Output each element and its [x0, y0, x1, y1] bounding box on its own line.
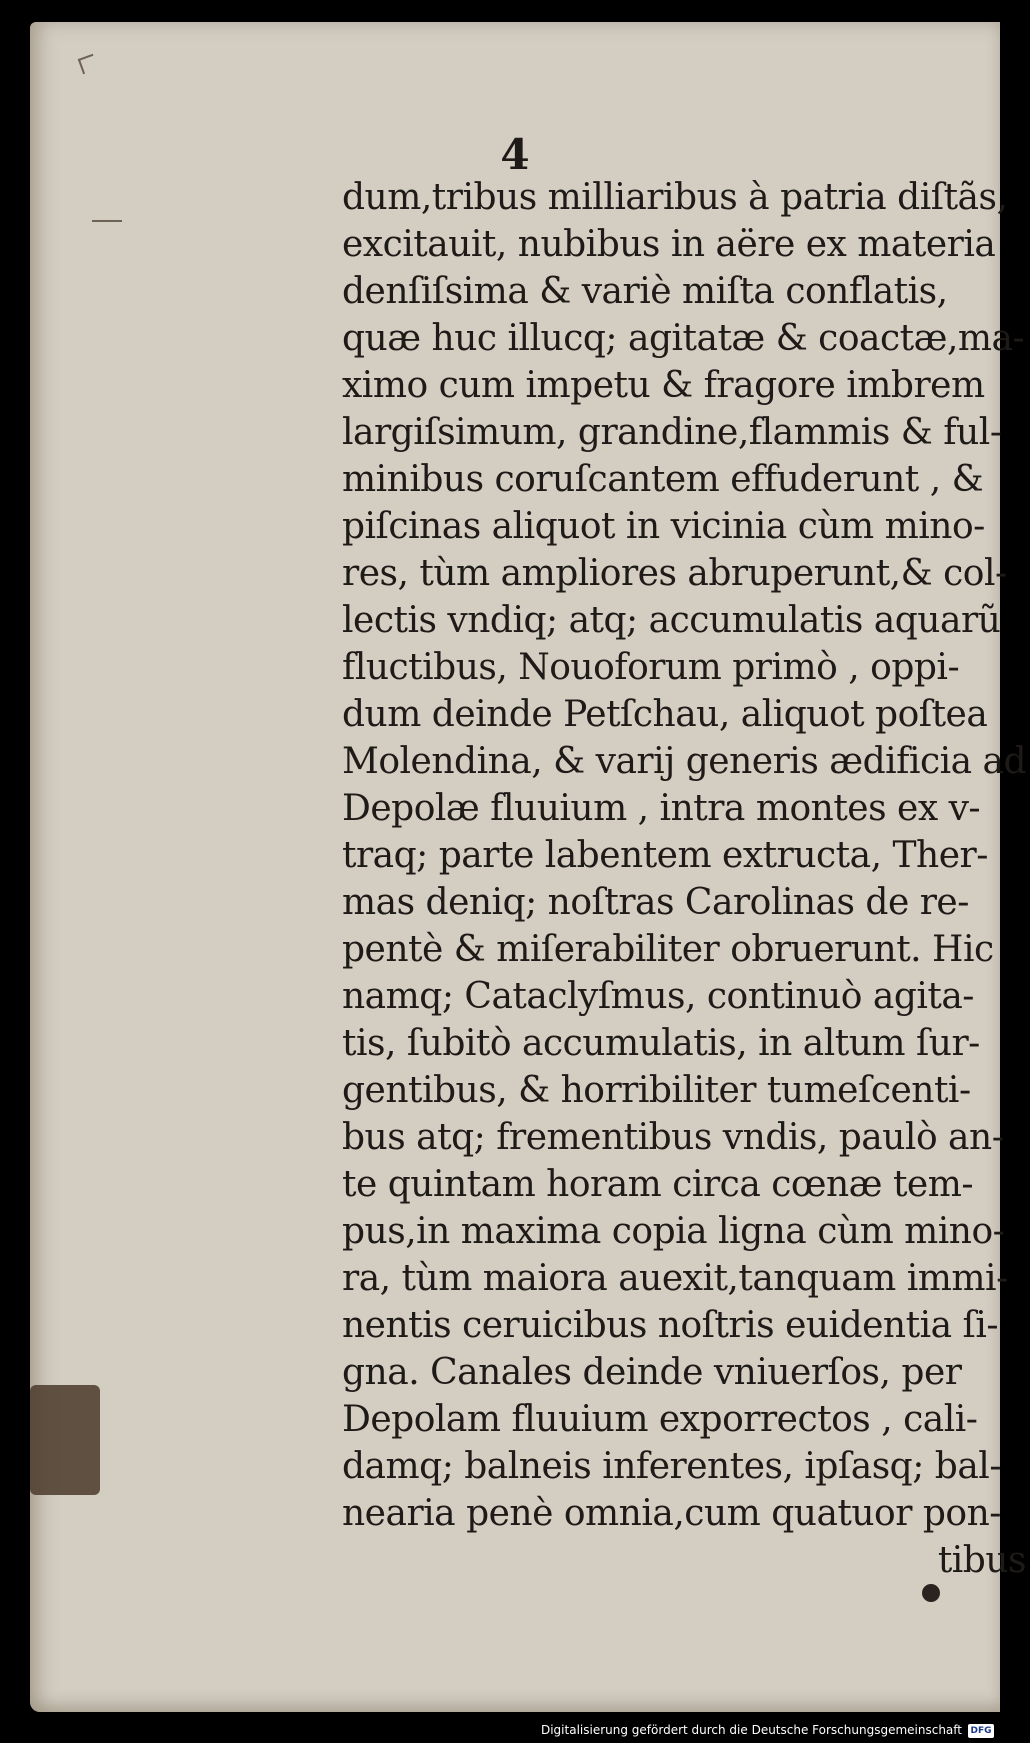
dfg-logo: DFG — [968, 1724, 994, 1738]
text-line: Depolæ fluuium , intra montes ex v- — [342, 788, 981, 829]
text-line: pentè & miſerabiliter obruerunt. Hic — [342, 929, 994, 970]
text-line: largiſsimum, grandine,flammis & ful- — [342, 412, 1002, 453]
text-line: mas deniq; noſtras Carolinas de re- — [342, 882, 969, 923]
text-line: namq; Cataclyſmus, continuò agita- — [342, 976, 974, 1017]
text-line: nentis ceruicibus noſtris euidentia ſi- — [342, 1305, 998, 1346]
ink-blot — [922, 1584, 940, 1602]
text-line: tis, ſubitò accumulatis, in altum ſur- — [342, 1023, 980, 1064]
body-text — [342, 174, 1030, 1584]
catchword: tibus — [937, 1540, 1026, 1581]
text-line: pus,in maxima copia ligna cùm mino- — [342, 1211, 1005, 1252]
text-line: quæ huc illucq; agitatæ & coactæ,ma- — [342, 318, 1025, 359]
text-line: Depolam fluuium exporrectos , cali- — [342, 1399, 978, 1440]
book-page — [30, 22, 1027, 1712]
text-line: traq; parte labentem extructa, Ther- — [342, 835, 988, 876]
page-number: 4 — [500, 130, 530, 179]
text-line: fluctibus, Nouoforum primò , oppi- — [342, 647, 960, 688]
footer-bar — [0, 1720, 1000, 1743]
text-line: ra, tùm maiora auexit,tanquam immi- — [342, 1258, 1008, 1299]
page-corner-mark — [78, 54, 99, 75]
text-line: denſiſsima & variè miſta conflatis, — [342, 271, 948, 312]
text-line: dum,tribus milliaribus à patria diſtãs, — [342, 177, 1008, 218]
funding-credit: Digitalisierung gefördert durch die Deutsche Forschungsgemeinschaft — [540, 1723, 962, 1737]
text-line: gentibus, & horribiliter tumeſcenti- — [342, 1070, 971, 1111]
text-line: gna. Canales deinde vniuerſos, per — [342, 1352, 962, 1393]
text-line: lectis vndiq; atq; accumulatis aquarũ — [342, 600, 1001, 641]
text-line: bus atq; frementibus vndis, paulò an- — [342, 1117, 1004, 1158]
text-line: damq; balneis inferentes, ipſasq; bal- — [342, 1446, 1001, 1487]
text-line: res, tùm ampliores abruperunt,& col- — [342, 553, 1007, 594]
text-line: ximo cum impetu & fragore imbrem — [342, 365, 985, 406]
text-line: nearia penè omnia,cum quatuor pon- — [342, 1493, 1001, 1534]
text-line: excitauit, nubibus in aëre ex materia — [342, 224, 996, 265]
page-stain — [30, 1385, 100, 1495]
text-line: piſcinas aliquot in vicinia cùm mino- — [342, 506, 985, 547]
text-line: Molendina, & varij generis ædificia ad — [342, 741, 1027, 782]
text-line: te quintam horam circa cœnæ tem- — [342, 1164, 974, 1205]
text-line: minibus coruſcantem effuderunt , & — [342, 459, 984, 500]
text-line: dum deinde Petſchau, aliquot poſtea — [342, 694, 988, 735]
margin-mark — [92, 220, 122, 222]
